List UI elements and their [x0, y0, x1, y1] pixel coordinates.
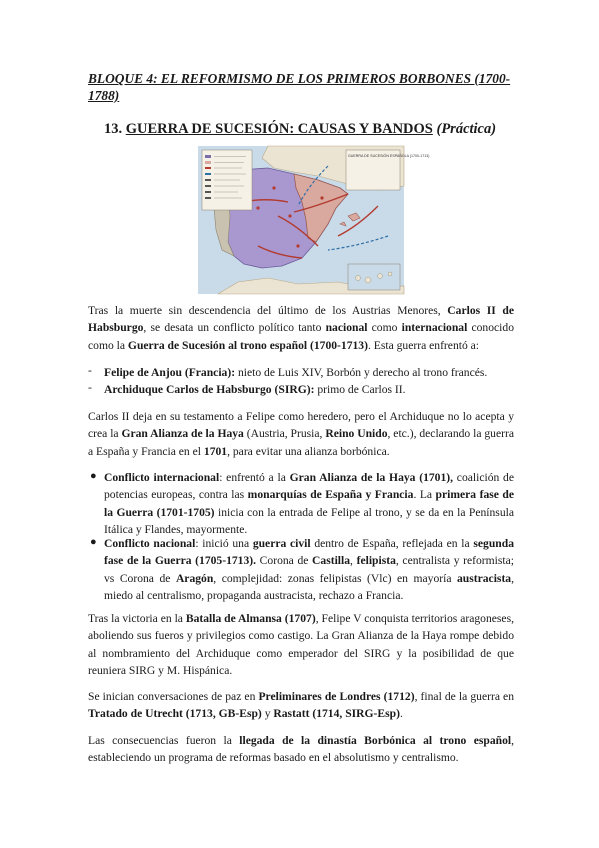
document-page: BLOQUE 4: EL REFORMISMO DE LOS PRIMEROS BORBONES (1700-1788) 13. GUERRA DE SUCESIÓN: CAUSAS Y BANDOS (Práctica) GUERRA DE SUCESIÓN ESPAÑOLA (1700-1713) Tras la muerte sin descendencia del último de los Austrias Menores, Carlos II de Habsburgo, se desata un conflicto político tanto nacional como internacional conocido como la Guerra de Sucesión al trono español (1700-1713). Esta guerra enfrentó a: - Felipe de Anjou (Francia): nieto de Luis XIV, Borbón y derecho al trono francés. - Archiduque Carlos de Habsburgo (SIRG): primo de Carlos II. Carlos II deja en su testamento a Felipe como heredero, pero el Archiduque no lo acepta y crea la Gran Alianza de la Haya (Austria, Prusia, Reino Unido, etc.), declarando la guerra a España y Francia en el 1701, para evitar una alianza borbónica. ● Conflicto internacional: enfrentó a la Gran Alianza de la Haya (1701), coalición de potencias europeas, contra las monarquías de España y Francia. La primera fase de la Guerra (1701-1705) inicia con la entrada de Felipe al trono, y se da en la Península Itálica y Flandes, mayormente. ● Conflicto nacional: inició una guerra civil dentro de España, reflejada en la segunda fase de la Guerra (1705-1713). Corona de Castilla, felipista, centralista y reformista; vs Corona de Aragón, complejidad: zonas felipistas (Vlc) en mayoría austracista, miedo al centralismo, propaganda austracista, rechazo a Francia. Tras la victoria en la Batalla de Almansa (1707), Felipe V conquista territorios aragoneses, aboliendo sus fueros y privilegios como castigo. La Gran Alianza de la Haya rompe debido al nombramiento del Archiduque como emperador del SIRG y la posibilidad de que reuniera SIRG y M. Hispánica. Se inician conversaciones de paz en Preliminares de Londres (1712), final de la guerra en Tratado de Utrecht (1713, GB-Esp) y Rastatt (1714, SIRG-Esp). Las consecuencias fueron la llegada de la dinastía Borbónica al trono español, estableciendo un programa de reformas basado en el absolutismo y centralismo. [0, 0, 599, 848]
section-title [104, 121, 524, 138]
bullet-national: Conflicto nacional: inició una guerra civil dentro de España, reflejada en la segunda fase de la Guerra (1705-1713). Corona de Castilla, felipista, centralista y reformista; vs Corona de Aragón, complejidad: zonas felipistas (Vlc) en mayoría austracista, miedo al centralismo, propaganda austracista, rechazo a Francia. [104, 537, 515, 602]
bullet-international: Conflicto internacional: enfrentó a la Gran Alianza de la Haya (1701), coalición de potencias europeas, contra las monarquías de España y Francia. La primera fase de la Guerra (1701-1705) inicia con la entrada de Felipe al trono, y se da en la Península Itálica y Flandes, mayormente. [104, 471, 514, 536]
paragraph-almansa: Tras la victoria en la Batalla de Almansa (1707), Felipe V conquista territorios aragoneses, aboliendo sus fueros y privilegios como castigo. La Gran Alianza de la Haya rompe debido al nombramiento del Archiduque como emperador del SIRG y la posibilidad de que reuniera SIRG y M. Hispánica. [88, 612, 514, 677]
section-number: 13. [104, 121, 123, 137]
paragraph-testament: Carlos II deja en su testamento a Felipe como heredero, pero el Archiduque no lo acepta y crea la Gran Alianza de la Haya (Austria, Prusia, Reino Unido, etc.), declarando la guerra a España y Francia en el 1701, para evitar una alianza borbónica. [88, 410, 514, 458]
paragraph-intro: Tras la muerte sin descendencia del último de los Austrias Menores, Carlos II de Habsburgo, se desata un conflicto político tanto nacional como internacional conocido como la Guerra de Sucesión al trono español (1700-1713). Esta guerra enfrentó a: [88, 304, 514, 352]
bullet-icon: ● [90, 470, 97, 482]
succession-war-map [198, 146, 430, 294]
bullet-icon: ● [90, 536, 97, 548]
list-item-archiduque: Archiduque Carlos de Habsburgo (SIRG): primo de Carlos II. [104, 383, 406, 396]
block-heading: BLOQUE 4: EL REFORMISMO DE LOS PRIMEROS BORBONES (1700-1788) [88, 71, 511, 103]
section-title-text: GUERRA DE SUCESIÓN: CAUSAS Y BANDOS [125, 121, 433, 137]
paragraph-peace: Se inician conversaciones de paz en Preliminares de Londres (1712), final de la guerra en Tratado de Utrecht (1713, GB-Esp) y Rastatt (1714, SIRG-Esp). [88, 690, 514, 721]
section-tag: (Práctica) [436, 121, 497, 137]
map-legend-title: GUERRA DE SUCESIÓN ESPAÑOLA (1700-1713) [348, 154, 430, 158]
paragraph-consequences: Las consecuencias fueron la llegada de la dinastía Borbónica al trono español, estableciendo un programa de reformas basado en el absolutismo y centralismo. [88, 734, 514, 765]
list-item-felipe: Felipe de Anjou (Francia): nieto de Luis XIV, Borbón y derecho al trono francés. [104, 366, 488, 379]
